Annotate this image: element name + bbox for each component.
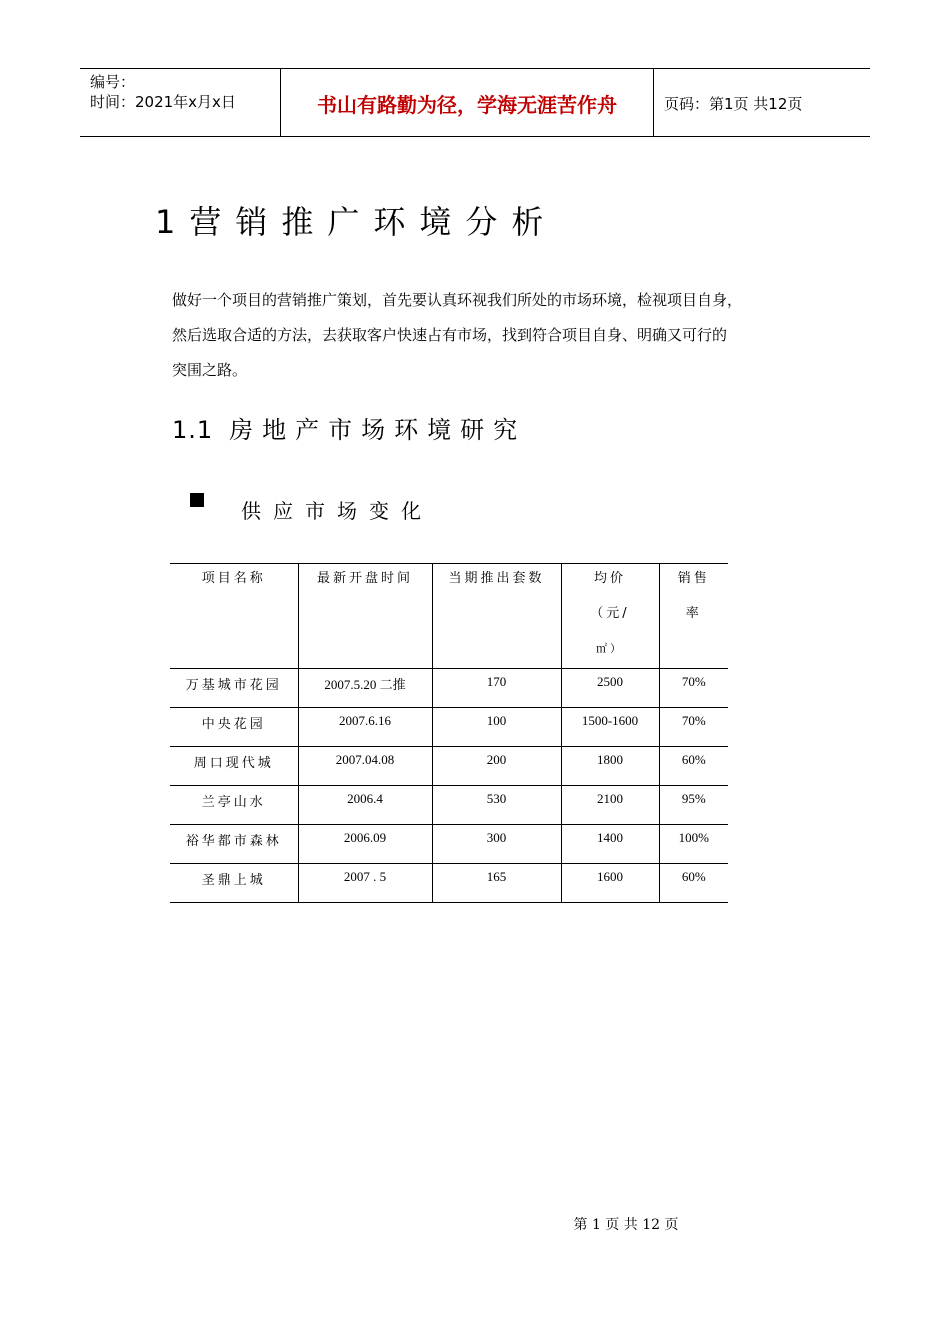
intro-paragraph-line-3: 突围之路。 [172,361,248,379]
cell-project-name: 中央花园 [170,708,298,747]
cell-open-time: 2007.5.20 二推 [298,669,432,708]
cell-price: 1800 [561,747,659,786]
cell-project-name: 裕华都市森林 [170,825,298,864]
document-time-label: 时间：2021年x月x日 [90,93,236,111]
header-page-number: 页码：第1页 共12页 [664,95,803,113]
cell-sales-rate: 70% [659,669,728,708]
header-motto-cell [281,69,654,136]
cell-open-time: 2007.6.16 [298,708,432,747]
cell-units: 100 [432,708,561,747]
header-avg-price [561,564,659,669]
bullet-heading: 供应市场变化 [241,499,433,523]
page-footer: 第 1 页 共 12 页 [573,1217,679,1233]
cell-project-name: 兰亭山水 [170,786,298,825]
cell-sales-rate: 100% [659,825,728,864]
header-price-line-2: （元/ [590,606,630,621]
table-row [170,747,728,786]
table-header-row [170,564,728,669]
cell-project-name: 周口现代城 [170,747,298,786]
header-rate-line-1: 销售 [677,571,710,586]
header-open-time: 最新开盘时间 [298,564,432,669]
header-project-name: 项目名称 [170,564,298,669]
cell-price: 2500 [561,669,659,708]
cell-sales-rate: 95% [659,786,728,825]
cell-price: 1400 [561,825,659,864]
table-row [170,825,728,864]
cell-project-name: 圣鼎上城 [170,864,298,903]
cell-sales-rate: 60% [659,747,728,786]
cell-units: 170 [432,669,561,708]
header-page-cell [654,69,870,136]
page-header [80,68,870,137]
cell-open-time: 2006.09 [298,825,432,864]
header-units: 当期推出套数 [432,564,561,669]
cell-open-time: 2006.4 [298,786,432,825]
header-price-line-1: 均价 [593,571,626,586]
cell-units: 530 [432,786,561,825]
document-number-label: 编号： [90,73,136,91]
cell-open-time: 2007 . 5 [298,864,432,903]
cell-open-time: 2007.04.08 [298,747,432,786]
subsection-heading [172,410,526,445]
subsection-number: 1.1 [172,416,214,444]
supply-table [170,563,728,903]
table-row [170,864,728,903]
header-price-line-3: ㎡） [596,642,624,655]
cell-sales-rate: 60% [681,869,706,884]
cell-price: 2100 [561,786,659,825]
section-heading: 1营销推广环境分析 [155,203,558,241]
cell-units: 300 [432,825,561,864]
cell-units: 165 [432,864,561,903]
cell-project-name: 万基城市花园 [170,669,298,708]
cell-price: 1600 [561,864,659,903]
header-sales-rate [659,564,728,669]
table-row [170,786,728,825]
subsection-title: 房地产市场环境研究 [229,416,527,444]
square-bullet-icon [190,493,204,507]
cell-price: 1500-1600 [561,708,659,747]
header-rate-line-2: 率 [685,606,702,621]
header-motto: 书山有路勤为径，学海无涯苦作舟 [317,93,617,117]
cell-sales-rate: 70% [659,708,728,747]
cell-units: 200 [432,747,561,786]
intro-paragraph-line-2: 然后选取合适的方法，去获取客户快速占有市场，找到符合项目自身、明确又可行的 [172,326,728,344]
intro-paragraph-line-1: 做好一个项目的营销推广策划，首先要认真环视我们所处的市场环境，检视项目自身， [172,291,743,309]
header-info-cell [80,69,281,136]
table-row [170,708,728,747]
table-row [170,669,728,708]
